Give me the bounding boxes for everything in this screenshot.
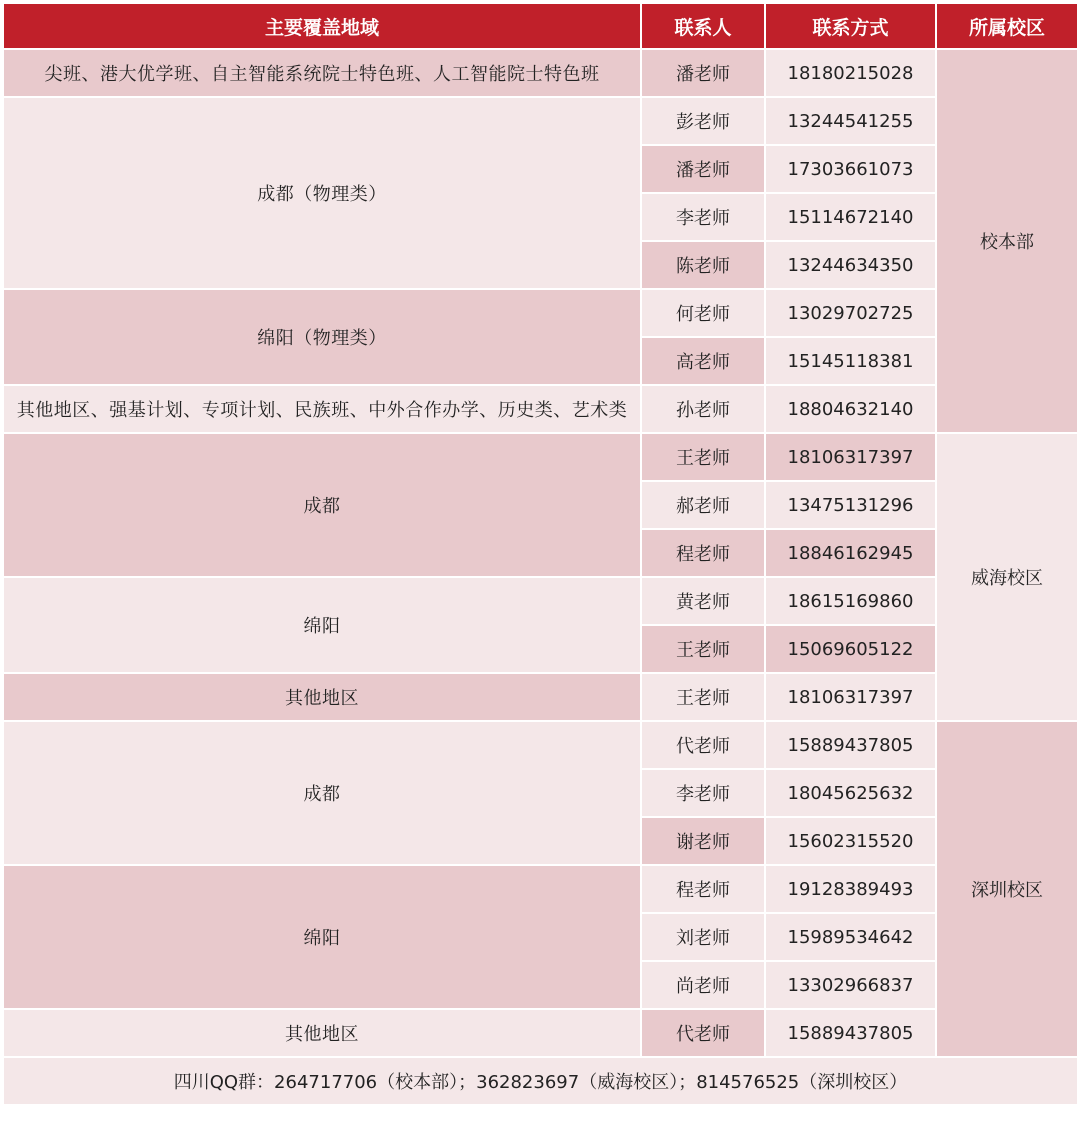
contact-cell: 潘老师 (642, 50, 764, 96)
contact-cell: 程老师 (642, 866, 764, 912)
phone-cell: 18106317397 (766, 674, 935, 720)
phone-cell: 18045625632 (766, 770, 935, 816)
table-row (4, 50, 1077, 96)
contact-cell: 高老师 (642, 338, 764, 384)
campus-cell: 威海校区 (937, 434, 1077, 720)
region-cell: 成都 (4, 434, 640, 576)
phone-cell: 18106317397 (766, 434, 935, 480)
region-cell: 其他地区 (4, 674, 640, 720)
header-contact: 联系人 (642, 4, 764, 48)
region-cell: 其他地区 (4, 1010, 640, 1056)
contact-cell: 李老师 (642, 194, 764, 240)
phone-cell: 15114672140 (766, 194, 935, 240)
region-cell: 尖班、港大优学班、自主智能系统院士特色班、人工智能院士特色班 (4, 50, 640, 96)
phone-cell: 18846162945 (766, 530, 935, 576)
region-cell: 成都（物理类） (4, 98, 640, 288)
table-row (4, 674, 1077, 720)
contact-cell: 刘老师 (642, 914, 764, 960)
phone-cell: 18615169860 (766, 578, 935, 624)
contact-cell: 尚老师 (642, 962, 764, 1008)
table-row (4, 386, 1077, 432)
phone-cell: 15145118381 (766, 338, 935, 384)
region-cell: 其他地区、强基计划、专项计划、民族班、中外合作办学、历史类、艺术类 (4, 386, 640, 432)
contact-cell: 彭老师 (642, 98, 764, 144)
region-cell: 绵阳 (4, 578, 640, 672)
phone-cell: 18180215028 (766, 50, 935, 96)
header-campus: 所属校区 (937, 4, 1077, 48)
contact-cell: 郝老师 (642, 482, 764, 528)
campus-cell: 校本部 (937, 50, 1077, 432)
phone-cell: 15989534642 (766, 914, 935, 960)
phone-cell: 13029702725 (766, 290, 935, 336)
phone-cell: 15889437805 (766, 1010, 935, 1056)
region-cell: 成都 (4, 722, 640, 864)
phone-cell: 13244541255 (766, 98, 935, 144)
phone-cell: 19128389493 (766, 866, 935, 912)
contact-cell: 李老师 (642, 770, 764, 816)
contact-cell: 代老师 (642, 1010, 764, 1056)
phone-cell: 15069605122 (766, 626, 935, 672)
contact-cell: 潘老师 (642, 146, 764, 192)
contact-cell: 何老师 (642, 290, 764, 336)
phone-cell: 15889437805 (766, 722, 935, 768)
contact-cell: 王老师 (642, 434, 764, 480)
phone-cell: 13302966837 (766, 962, 935, 1008)
contact-cell: 王老师 (642, 626, 764, 672)
contact-cell: 陈老师 (642, 242, 764, 288)
table-row (4, 578, 1077, 624)
contact-cell: 黄老师 (642, 578, 764, 624)
region-cell: 绵阳 (4, 866, 640, 1008)
contact-cell: 代老师 (642, 722, 764, 768)
header-region: 主要覆盖地域 (4, 4, 640, 48)
phone-cell: 13475131296 (766, 482, 935, 528)
contact-cell: 谢老师 (642, 818, 764, 864)
phone-cell: 18804632140 (766, 386, 935, 432)
qq-group-note: 四川QQ群：264717706（校本部）；362823697（威海校区）；814576525（深圳校区） (4, 1058, 1077, 1104)
region-cell: 绵阳（物理类） (4, 290, 640, 384)
contact-cell: 孙老师 (642, 386, 764, 432)
table-row (4, 722, 1077, 768)
table-row (4, 434, 1077, 480)
campus-cell: 深圳校区 (937, 722, 1077, 1056)
table-row (4, 290, 1077, 336)
contact-cell: 程老师 (642, 530, 764, 576)
contact-table (2, 2, 1079, 1106)
table-row (4, 1010, 1077, 1056)
footer-row (4, 1058, 1077, 1104)
table-row (4, 98, 1077, 144)
table-row (4, 866, 1077, 912)
phone-cell: 15602315520 (766, 818, 935, 864)
table-header-row (4, 4, 1077, 48)
phone-cell: 17303661073 (766, 146, 935, 192)
header-phone: 联系方式 (766, 4, 935, 48)
contact-cell: 王老师 (642, 674, 764, 720)
phone-cell: 13244634350 (766, 242, 935, 288)
